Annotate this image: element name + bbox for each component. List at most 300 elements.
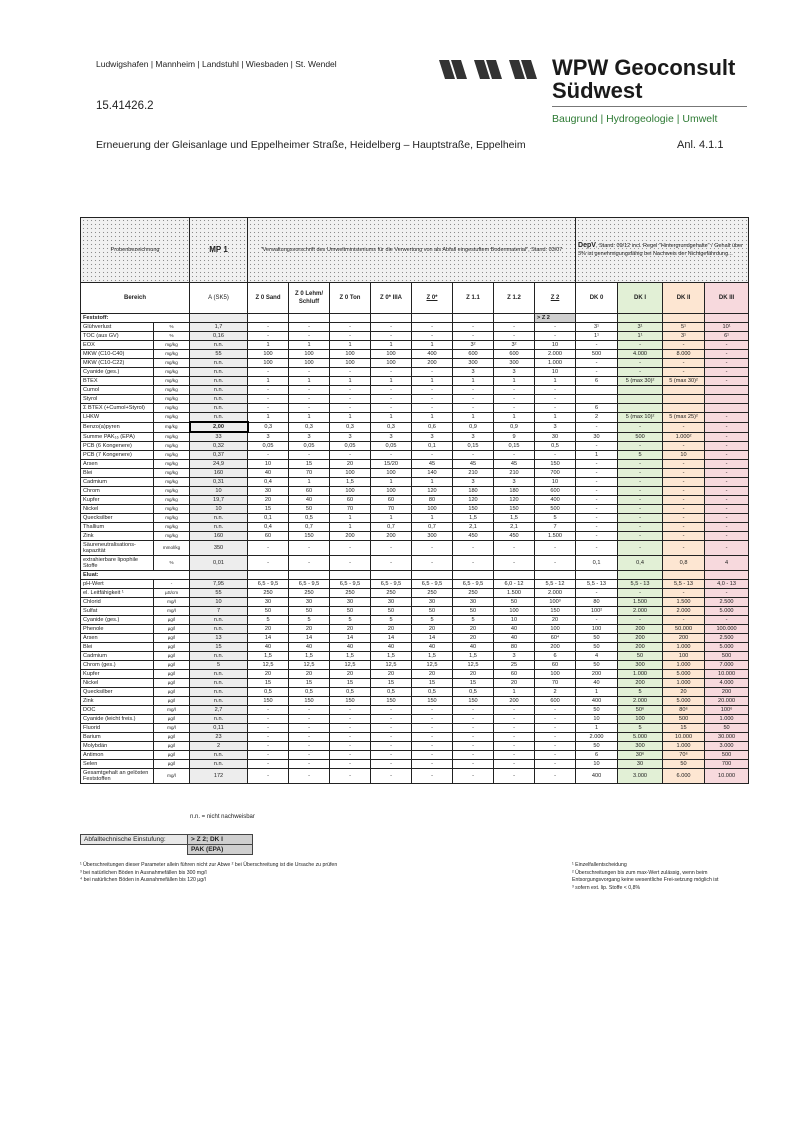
limit-value: 180 <box>494 487 535 496</box>
limit-value <box>705 386 749 395</box>
table-row <box>81 541 749 556</box>
parameter-name: Cumol <box>81 386 154 395</box>
limit-value: 20 <box>289 670 330 679</box>
limit-value: 6,5 - 9,5 <box>289 580 330 589</box>
limit-value: 200 <box>535 643 576 652</box>
limit-value: 70 <box>330 505 371 514</box>
limit-value: - <box>705 523 749 532</box>
limit-value: 0,5 <box>453 688 494 697</box>
parameter-unit: % <box>154 556 190 571</box>
annex-label: Anl. 4.1.1 <box>677 139 724 151</box>
sample-value: n.n. <box>190 395 248 404</box>
limit-value: 1 <box>535 377 576 386</box>
footnotes-left <box>80 862 500 885</box>
limit-value: 15 <box>412 679 453 688</box>
limit-value: 20 <box>453 625 494 634</box>
limit-value: 50 <box>453 607 494 616</box>
limit-value: 30 <box>576 432 618 442</box>
parameter-unit: µg/l <box>154 715 190 724</box>
limit-value: 1.000 <box>663 661 705 670</box>
class-header: Z 0 Lehm/ Schluff <box>289 283 330 314</box>
parameter-unit: mg/kg <box>154 505 190 514</box>
limit-value: 30 <box>618 760 663 769</box>
limit-value: - <box>705 460 749 469</box>
limit-value: 5 <box>453 616 494 625</box>
limit-value: 1 <box>248 413 289 423</box>
parameter-name: Summe PAK₁₆ (EPA) <box>81 432 154 442</box>
limit-value: 40 <box>576 679 618 688</box>
table-row <box>81 652 749 661</box>
limit-value: 100 <box>330 350 371 359</box>
limit-value: 1,5 <box>289 652 330 661</box>
limit-value: 5 (max 30)² <box>618 377 663 386</box>
sample-value: 7 <box>190 607 248 616</box>
limit-value: - <box>453 451 494 460</box>
limit-value: - <box>618 478 663 487</box>
limit-value: - <box>535 715 576 724</box>
parameter-name: Cyanide (ges.) <box>81 368 154 377</box>
limit-value: 1.000² <box>663 432 705 442</box>
limit-value: 50 <box>576 742 618 751</box>
limit-value: - <box>330 323 371 332</box>
limit-value: - <box>248 404 289 413</box>
sample-value: n.n. <box>190 652 248 661</box>
limit-value: - <box>330 368 371 377</box>
limit-value: 1 <box>371 377 412 386</box>
class-header: Z 0 Ton <box>330 283 371 314</box>
table-row <box>81 724 749 733</box>
limit-value: - <box>412 556 453 571</box>
limit-value: 50 <box>494 598 535 607</box>
limit-value: - <box>618 341 663 350</box>
depv-note: , Stand: 09/12 incl. Regel "Hintergrundgehalte" / Gehalt über 3% ist genehmigungsfähig bei Nachweis der Nichtgefährdung... <box>578 243 743 257</box>
limit-value: 30 <box>453 598 494 607</box>
limit-value: - <box>289 751 330 760</box>
limit-value: - <box>576 616 618 625</box>
limit-value: 45 <box>494 460 535 469</box>
limit-value: 0,05 <box>330 442 371 451</box>
parameter-unit: mg/kg <box>154 478 190 487</box>
parameter-unit: mg/kg <box>154 469 190 478</box>
parameter-unit: mg/kg <box>154 442 190 451</box>
sample-value: 160 <box>190 469 248 478</box>
limit-value: 80 <box>494 643 535 652</box>
limit-value: 0,5 <box>535 442 576 451</box>
limit-value: - <box>412 386 453 395</box>
limit-value: - <box>494 404 535 413</box>
limit-value: 30 <box>535 432 576 442</box>
limit-value: 3 <box>248 432 289 442</box>
table-row <box>81 413 749 423</box>
limit-value: 1 <box>535 413 576 423</box>
limit-value: 4 <box>705 556 749 571</box>
limit-value: 1,5 <box>453 514 494 523</box>
limit-value: - <box>412 742 453 751</box>
limit-value: - <box>494 733 535 742</box>
limit-value <box>576 395 618 404</box>
sample-value: 1,7 <box>190 323 248 332</box>
class-header: Z 0* <box>412 283 453 314</box>
limit-value: 0,3 <box>248 422 289 432</box>
limit-value: - <box>576 359 618 368</box>
limit-value: - <box>289 386 330 395</box>
limit-value: - <box>663 478 705 487</box>
limit-value: 700 <box>535 469 576 478</box>
limit-value: 500 <box>535 505 576 514</box>
empty-cell <box>412 314 453 323</box>
limit-value <box>705 395 749 404</box>
limit-value: - <box>663 532 705 541</box>
parameter-name: Blei <box>81 643 154 652</box>
limit-value: - <box>330 733 371 742</box>
limit-value: 1.000 <box>663 643 705 652</box>
parameter-name: Kupfer <box>81 670 154 679</box>
limit-value: 2 <box>576 413 618 423</box>
limit-value: 1 <box>371 341 412 350</box>
limit-value: 150 <box>248 697 289 706</box>
limit-value: 0,05 <box>248 442 289 451</box>
limit-value: 600 <box>535 697 576 706</box>
limit-value: 200 <box>412 359 453 368</box>
limit-value: - <box>663 487 705 496</box>
limit-value: 100⁶ <box>705 706 749 715</box>
limit-value: 15 <box>289 460 330 469</box>
limit-value: 6,5 - 9,5 <box>371 580 412 589</box>
limit-value: 1¹ <box>618 332 663 341</box>
limit-value: 1,5 <box>330 478 371 487</box>
limit-value: 6.000 <box>663 769 705 784</box>
limit-value: 20 <box>330 670 371 679</box>
limit-value: 3 <box>371 432 412 442</box>
limit-value: - <box>453 715 494 724</box>
limit-value: 2,1 <box>453 523 494 532</box>
limit-value: 30 <box>289 598 330 607</box>
limit-value: - <box>705 341 749 350</box>
parameter-name: Cadmium <box>81 478 154 487</box>
limit-value: 3¹ <box>618 323 663 332</box>
limit-value: - <box>494 332 535 341</box>
limit-value: - <box>705 413 749 423</box>
limit-value: - <box>453 332 494 341</box>
sample-value: n.n. <box>190 751 248 760</box>
parameter-name: Fluorid <box>81 724 154 733</box>
table-row <box>81 341 749 350</box>
classification-basis-row <box>81 845 253 855</box>
table-row <box>81 697 749 706</box>
limit-value: 600 <box>535 487 576 496</box>
limit-value: 8.000 <box>663 350 705 359</box>
parameter-name: BTEX <box>81 377 154 386</box>
table-row <box>81 505 749 514</box>
empty-cell <box>248 314 289 323</box>
limit-value: 5.000 <box>663 697 705 706</box>
parameter-name: MKW (C10-C40) <box>81 350 154 359</box>
limit-value: - <box>330 706 371 715</box>
limit-value: 700 <box>705 760 749 769</box>
footnotes-right <box>572 862 737 892</box>
limit-value: 20 <box>371 625 412 634</box>
logo-divider <box>552 106 747 107</box>
parameter-name: Σ BTEX (+Cumol+Styrol) <box>81 404 154 413</box>
table-row <box>81 616 749 625</box>
table-row <box>81 359 749 368</box>
limit-value: 5 <box>330 616 371 625</box>
parameter-name: DOC <box>81 706 154 715</box>
parameter-unit: µg/l <box>154 760 190 769</box>
limit-value: - <box>371 760 412 769</box>
parameter-name: Selen <box>81 760 154 769</box>
limit-value: - <box>618 505 663 514</box>
limit-value: - <box>494 751 535 760</box>
limit-value: 3 <box>412 432 453 442</box>
parameter-name: Nickel <box>81 505 154 514</box>
limit-value: 0,15 <box>453 442 494 451</box>
limit-value: 0,5 <box>289 688 330 697</box>
table-row <box>81 688 749 697</box>
limit-value: - <box>494 451 535 460</box>
sample-value: n.n. <box>190 359 248 368</box>
limit-value: 200 <box>371 532 412 541</box>
limit-value: 12,5 <box>371 661 412 670</box>
limit-value: 100 <box>576 625 618 634</box>
limit-value: 5.000 <box>705 607 749 616</box>
parameter-unit: - <box>154 580 190 589</box>
empty-cell <box>618 571 663 580</box>
limit-value: - <box>453 724 494 733</box>
limit-value: 500 <box>618 432 663 442</box>
parameter-name: el. Leitfähigkeit ¹ <box>81 589 154 598</box>
sample-value: 160 <box>190 532 248 541</box>
limit-value: 1,5 <box>248 652 289 661</box>
limit-value: 80⁶ <box>663 706 705 715</box>
limit-value: 1.000 <box>663 742 705 751</box>
sample-value: 0,11 <box>190 724 248 733</box>
parameter-name: Nickel <box>81 679 154 688</box>
limit-value: 0,6 <box>412 422 453 432</box>
limit-value: 1 <box>289 413 330 423</box>
limit-value: - <box>494 706 535 715</box>
limit-value: 70 <box>535 679 576 688</box>
limit-value: 25 <box>494 661 535 670</box>
limit-value: - <box>412 323 453 332</box>
limit-value <box>576 386 618 395</box>
limit-value: 12,5 <box>289 661 330 670</box>
empty-cell <box>576 314 618 323</box>
limit-value: 60 <box>535 661 576 670</box>
parameter-unit: mg/kg <box>154 413 190 423</box>
parameter-unit: µS/cm <box>154 589 190 598</box>
limit-value: 50 <box>289 505 330 514</box>
limit-value: 0,1 <box>412 442 453 451</box>
limit-value: 180 <box>453 487 494 496</box>
limit-value: 1 <box>576 451 618 460</box>
parameter-unit: mg/kg <box>154 532 190 541</box>
limit-value: 250 <box>248 589 289 598</box>
limit-value: 5 <box>618 724 663 733</box>
parameter-unit: µg/l <box>154 679 190 688</box>
limit-value <box>663 404 705 413</box>
limit-value: 10 <box>535 478 576 487</box>
limit-value: - <box>618 496 663 505</box>
empty-cell <box>494 314 535 323</box>
limit-value: - <box>494 769 535 784</box>
footnote: ² Überschreitungen bis zum max-Wert zulässig, wenn beim Entsorgungsvorgang keine wesentliche Frei-setzung möglich ist <box>572 869 719 883</box>
table-row <box>81 514 749 523</box>
eluate-section-row <box>81 571 749 580</box>
limit-value: 5 <box>535 514 576 523</box>
limit-value: - <box>412 368 453 377</box>
limit-value: 300 <box>618 742 663 751</box>
parameter-name: extrahierbare lipophile Stoffe <box>81 556 154 571</box>
limit-value: 1 <box>330 413 371 423</box>
table-row <box>81 760 749 769</box>
limit-value: 1 <box>453 413 494 423</box>
limit-value <box>618 395 663 404</box>
limit-value: 5.000 <box>663 670 705 679</box>
empty-cell <box>371 314 412 323</box>
table-row <box>81 377 749 386</box>
limit-value: 1 <box>371 413 412 423</box>
limit-value: 600 <box>453 350 494 359</box>
limit-value: - <box>330 751 371 760</box>
limit-value: - <box>618 422 663 432</box>
limit-value: 9 <box>494 432 535 442</box>
limit-value: - <box>453 323 494 332</box>
limit-value: - <box>618 532 663 541</box>
parameter-unit: µg/l <box>154 661 190 670</box>
limit-value: - <box>248 541 289 556</box>
sample-value: 350 <box>190 541 248 556</box>
z2-note: > Z 2 <box>535 314 576 323</box>
empty-cell <box>618 314 663 323</box>
sample-value: n.n. <box>190 688 248 697</box>
table-row <box>81 589 749 598</box>
parameter-name: Kupfer <box>81 496 154 505</box>
empty-cell <box>705 571 749 580</box>
limit-value: - <box>248 332 289 341</box>
limit-value: 120 <box>494 496 535 505</box>
limit-value: 15 <box>453 679 494 688</box>
sample-header: A (SK5) <box>190 283 248 314</box>
limit-value: 3 <box>453 478 494 487</box>
limit-value: 200 <box>663 634 705 643</box>
limit-value: 12,5 <box>453 661 494 670</box>
limit-value: 100 <box>371 350 412 359</box>
limit-value: 0,4 <box>618 556 663 571</box>
limit-value: 12,5 <box>248 661 289 670</box>
limit-value: - <box>705 377 749 386</box>
parameter-unit: mg/l <box>154 598 190 607</box>
limit-value: - <box>663 460 705 469</box>
limit-value: - <box>494 724 535 733</box>
table-row <box>81 769 749 784</box>
parameter-name: Arsen <box>81 634 154 643</box>
limit-value: 1¹ <box>576 332 618 341</box>
parameter-name: Cyanide (ges.) <box>81 616 154 625</box>
sample-value: 7,95 <box>190 580 248 589</box>
limit-value: - <box>248 715 289 724</box>
table-row <box>81 715 749 724</box>
limit-value: - <box>330 404 371 413</box>
parameter-unit: µg/l <box>154 634 190 643</box>
limit-value: - <box>289 724 330 733</box>
limit-value: 15 <box>248 679 289 688</box>
limit-value: 6,5 - 9,5 <box>412 580 453 589</box>
limit-value: 1.500 <box>618 598 663 607</box>
limit-value: - <box>535 724 576 733</box>
sample-value: n.n. <box>190 715 248 724</box>
limit-value: - <box>289 323 330 332</box>
table-row <box>81 469 749 478</box>
parameter-unit: mg/kg <box>154 395 190 404</box>
empty-cell <box>453 314 494 323</box>
limit-value: - <box>248 323 289 332</box>
sample-value: n.n. <box>190 616 248 625</box>
limit-value: 0,4 <box>248 523 289 532</box>
limit-value: - <box>330 556 371 571</box>
table-row <box>81 386 749 395</box>
limit-value: - <box>289 451 330 460</box>
brand-region: Südwest <box>552 78 643 103</box>
limit-value: 1,5 <box>371 652 412 661</box>
limit-value: - <box>412 451 453 460</box>
limit-value: 0,3 <box>330 422 371 432</box>
limit-value: - <box>453 706 494 715</box>
limit-value: 5,5 - 12 <box>535 580 576 589</box>
sample-value: 23 <box>190 733 248 742</box>
limit-value: 10 <box>494 616 535 625</box>
limit-value: - <box>663 505 705 514</box>
limit-value: 45 <box>453 460 494 469</box>
limit-value: - <box>535 386 576 395</box>
limit-value: 1 <box>494 377 535 386</box>
limit-value: 100 <box>248 359 289 368</box>
limit-value: 100 <box>371 487 412 496</box>
limit-value: - <box>453 742 494 751</box>
limit-value: 2.000 <box>535 350 576 359</box>
limit-value: 50 <box>289 607 330 616</box>
parameter-name: Blei <box>81 469 154 478</box>
sample-value: n.n. <box>190 341 248 350</box>
sample-value: n.n. <box>190 670 248 679</box>
limit-value: - <box>330 395 371 404</box>
sample-value: 24,9 <box>190 460 248 469</box>
limit-value: - <box>576 368 618 377</box>
limit-value: - <box>663 442 705 451</box>
limit-value: - <box>576 478 618 487</box>
mp-header: MP 1 <box>190 218 248 283</box>
limit-value: - <box>412 769 453 784</box>
sample-value: 55 <box>190 589 248 598</box>
limit-value: - <box>705 422 749 432</box>
legend-not-detectable: n.n. = nicht nachweisbar <box>190 814 255 820</box>
limit-value: 6 <box>576 751 618 760</box>
analysis-table <box>80 217 749 784</box>
limit-value: 60 <box>289 487 330 496</box>
table-row <box>81 323 749 332</box>
limit-value: 40 <box>494 625 535 634</box>
table-row <box>81 661 749 670</box>
limit-value: 100.000 <box>705 625 749 634</box>
limit-value: - <box>248 706 289 715</box>
limit-value: 0,5 <box>330 688 371 697</box>
limit-value: 20 <box>330 625 371 634</box>
limit-value: 150 <box>494 505 535 514</box>
limit-value: - <box>494 541 535 556</box>
limit-value: - <box>453 556 494 571</box>
limit-value: 250 <box>330 589 371 598</box>
limit-value: 5 (max 30)² <box>663 377 705 386</box>
